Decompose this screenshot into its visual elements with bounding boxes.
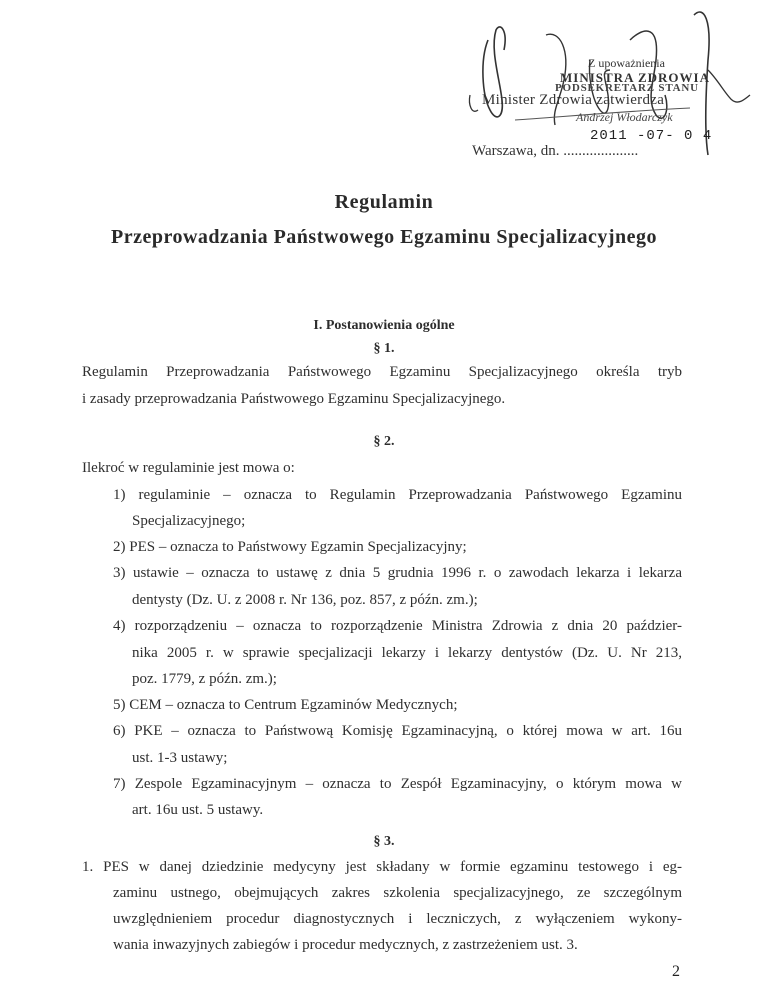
list-item-4-line-3: poz. 1779, z późn. zm.);	[132, 671, 277, 687]
paragraph-mark-2: § 2.	[373, 434, 395, 449]
paragraph-1-line-1: Regulamin Przeprowadzania Państwowego Egzaminu Specjalizacyjnego określa tryb	[82, 364, 682, 380]
list-item-3-line-2: dentysty (Dz. U. z 2008 r. Nr 136, poz. 857, z późn. zm.);	[132, 592, 478, 608]
paragraph-3-line-2: zaminu ustnego, obejmujących zakres szkolenia specjalizacyjnego, ze szczególnym	[113, 885, 682, 901]
stamp-deputy: PODSEKRETARZ STANU	[555, 82, 699, 94]
paragraph-2-intro: Ilekroć w regulaminie jest mowa o:	[82, 460, 295, 476]
paragraph-3-line-1: 1. PES w danej dziedzinie medycyny jest składany w formie egzaminu testowego i eg-	[82, 859, 682, 875]
list-item-5: 5) CEM – oznacza to Centrum Egzaminów Medycznych;	[113, 697, 458, 713]
list-item-1-line-2: Specjalizacyjnego;	[132, 513, 246, 529]
paragraph-3-line-4: wania inwazyjnych zabiegów i procedur medycznych, z zastrzeżeniem ust. 3.	[113, 937, 578, 953]
stamp-ministry: MINISTRA ZDROWIA	[560, 70, 710, 85]
list-item-2: 2) PES – oznacza to Państwowy Egzamin Specjalizacyjny;	[113, 539, 467, 555]
document-subtitle: Przeprowadzania Państwowego Egzaminu Specjalizacyjnego	[110, 226, 658, 248]
list-item-6-line-2: ust. 1-3 ustawy;	[132, 750, 228, 766]
list-item-4-line-1: 4) rozporządzeniu – oznacza to rozporządzenie Ministra Zdrowia z dnia 20 paździer-	[113, 618, 682, 634]
page-number: 2	[672, 963, 680, 980]
document-title: Regulamin	[334, 191, 434, 213]
stamp-authorization: Z upoważnienia	[588, 56, 665, 70]
stamp-date: 2011 -07- 0 4	[590, 128, 713, 144]
stamp-approval: Minister Zdrowia zatwierdza	[482, 92, 665, 108]
list-item-6-line-1: 6) PKE – oznacza to Państwową Komisję Egzaminacyjną, o której mowa w art. 16u	[113, 723, 682, 739]
paragraph-3-line-3: uwzględnieniem procedur diagnostycznych i leczniczych, z wyłączeniem wykony-	[113, 911, 682, 927]
section-heading: I. Postanowienia ogólne	[313, 318, 455, 333]
paragraph-1-line-2: i zasady przeprowadzania Państwowego Egzaminu Specjalizacyjnego.	[82, 391, 506, 407]
list-item-7-line-1: 7) Zespole Egzaminacyjnym – oznacza to Zespół Egzaminacyjny, o którym mowa w	[113, 776, 682, 792]
paragraph-mark-3: § 3.	[373, 834, 395, 849]
list-item-3-line-1: 3) ustawie – oznacza to ustawę z dnia 5 grudnia 1996 r. o zawodach lekarza i lekarza	[113, 565, 682, 581]
list-item-7-line-2: art. 16u ust. 5 ustawy.	[132, 802, 264, 818]
stamp-name: Andrzej Włodarczyk	[576, 110, 673, 124]
stamp-place: Warszawa, dn. ....................	[472, 143, 639, 159]
paragraph-mark-1: § 1.	[373, 341, 395, 356]
list-item-4-line-2: nika 2005 r. w sprawie specjalizacji lekarzy i lekarzy dentystów (Dz. U. Nr 213,	[132, 645, 682, 661]
list-item-1-line-1: 1) regulaminie – oznacza to Regulamin Przeprowadzania Państwowego Egzaminu	[113, 487, 682, 503]
